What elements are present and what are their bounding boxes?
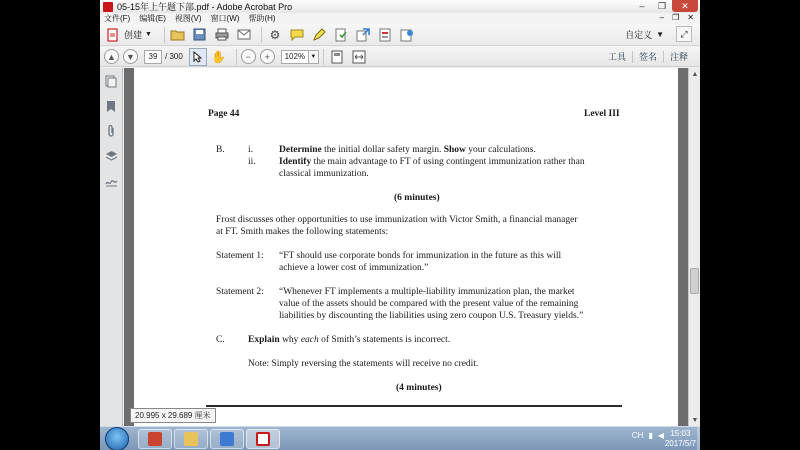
taskbar-explorer[interactable] (174, 429, 208, 449)
fit-width-icon[interactable] (350, 48, 368, 66)
navigation-toolbar (100, 47, 700, 67)
form-icon[interactable] (376, 26, 394, 44)
restore-button[interactable]: ❐ (657, 0, 667, 11)
page-header-right: Level III (584, 109, 620, 119)
hand-tool-icon[interactable]: ✋ (211, 49, 227, 64)
network-icon[interactable]: ▮ (648, 431, 653, 440)
previous-page-icon[interactable]: ▲ (104, 49, 119, 64)
scrollbar-thumb[interactable] (690, 268, 699, 294)
statement-2-label: Statement 2: (216, 287, 264, 297)
export-icon[interactable] (354, 26, 372, 44)
scroll-up-icon[interactable]: ▲ (691, 70, 699, 78)
statement-1-label: Statement 1: (216, 251, 264, 261)
start-button[interactable] (105, 427, 129, 450)
statement-2-line-1: “Whenever FT implements a multiple-liability immunization plan, the market (279, 287, 575, 297)
doc-minimize-button[interactable]: – (659, 13, 665, 22)
intro-line-1: Frost discusses other opportunities to use immunization with Victor Smith, a financial manager (216, 215, 578, 225)
chevron-down-icon[interactable]: ▼ (309, 50, 319, 64)
menu-file[interactable]: 文件(F) (104, 14, 131, 23)
sign-link[interactable]: 签名 (638, 52, 657, 62)
page-total: / 300 (165, 52, 183, 61)
create-icon (104, 26, 122, 44)
next-page-icon[interactable]: ▼ (123, 49, 138, 64)
question-b-i-text: Determine the initial dollar safety margin. Show your calculations. (279, 145, 536, 155)
media-icon (220, 432, 234, 446)
taskbar (100, 426, 700, 450)
chevron-down-icon: ▼ (145, 31, 152, 38)
email-icon[interactable] (235, 26, 253, 44)
menu-view[interactable]: 视图(V) (174, 14, 202, 23)
page-divider-line (206, 405, 622, 407)
taskbar-media[interactable] (210, 429, 244, 449)
menu-bar (100, 13, 700, 24)
taskbar-acrobat[interactable] (246, 429, 280, 449)
expand-toolbar-icon[interactable]: ⤢ (676, 26, 692, 42)
zoom-level-input[interactable]: 102% (281, 50, 309, 64)
statement-1-line-1: “FT should use corporate bonds for immunization in the future as this will (279, 251, 562, 261)
task-pane-links (602, 50, 694, 63)
main-toolbar (100, 24, 700, 46)
bookmarks-icon[interactable] (104, 99, 118, 113)
close-button[interactable]: ✕ (672, 0, 698, 12)
page-thumbnails-icon[interactable] (104, 74, 118, 88)
question-c-text: Explain why each of Smith’s statements is incorrect. (248, 335, 451, 345)
clock-time: 15:03 (670, 429, 691, 438)
scroll-down-icon[interactable]: ▼ (691, 416, 699, 424)
taskbar-powerpoint[interactable] (138, 429, 172, 449)
system-tray (627, 431, 664, 440)
window-title: 05-15年上午题下部.pdf - Adobe Acrobat Pro (117, 2, 293, 12)
zoom-in-icon[interactable]: + (260, 49, 275, 64)
volume-icon[interactable]: ◀ (657, 431, 664, 440)
tools-link[interactable]: 工具 (607, 52, 626, 62)
create-label: 创建 (124, 30, 143, 40)
statement-2-line-2: value of the assets should be compared with the present value of the remaining (279, 299, 579, 309)
toolbar-divider (323, 49, 324, 65)
question-c-note: Note: Simply reversing the statements will receive no credit. (248, 359, 479, 369)
folder-icon (184, 432, 198, 446)
system-clock[interactable] (665, 429, 696, 449)
print-icon[interactable] (213, 26, 231, 44)
comment-link[interactable]: 注释 (669, 52, 688, 62)
customize-dropdown[interactable] (625, 28, 664, 41)
page-number-input[interactable]: 39 (144, 50, 162, 64)
create-button[interactable] (104, 26, 152, 44)
select-cursor-icon[interactable] (189, 48, 207, 66)
toolbar-divider (236, 49, 237, 65)
question-b-label: B. (216, 145, 225, 155)
language-indicator[interactable]: CH (631, 431, 644, 440)
statement-1-line-2: achieve a lower cost of immunization.” (279, 263, 429, 273)
pdf-page (134, 68, 678, 426)
question-b-ii-text: Identify the main advantage to FT of using contingent immunization rather than (279, 157, 585, 167)
highlight-pen-icon[interactable] (310, 26, 328, 44)
question-b-minutes: (6 minutes) (394, 193, 440, 203)
acrobat-window (100, 0, 700, 450)
comment-bubble-icon[interactable] (288, 26, 306, 44)
toolbar-divider (164, 27, 165, 43)
menu-help[interactable]: 帮助(H) (248, 14, 276, 23)
page-size-label: 20.995 x 29.689 厘米 (130, 408, 216, 423)
doc-close-button[interactable]: ✕ (687, 13, 694, 22)
title-bar (100, 0, 700, 13)
open-folder-icon[interactable] (169, 26, 187, 44)
show-desktop-button[interactable] (697, 427, 700, 450)
question-b-ii-number: ii. (248, 157, 256, 167)
document-viewer[interactable] (124, 68, 688, 426)
menu-edit[interactable]: 编辑(E) (139, 14, 166, 23)
question-c-minutes: (4 minutes) (396, 383, 442, 393)
acrobat-icon (256, 432, 270, 446)
intro-line-2: at FT. Smith makes the following statements: (216, 227, 389, 237)
page-header-left: Page 44 (208, 109, 240, 119)
question-b-ii-text-cont: classical immunization. (279, 169, 369, 179)
chevron-down-icon: ▼ (656, 30, 664, 39)
fit-page-icon[interactable] (328, 48, 346, 66)
document-window-controls (656, 13, 698, 22)
customize-label: 自定义 (625, 30, 653, 40)
settings-gear-icon[interactable]: ⚙ (269, 27, 281, 42)
layers-icon[interactable] (104, 149, 118, 163)
question-c-label: C. (216, 335, 225, 345)
toolbar-divider (261, 27, 262, 43)
statement-2-line-3: liabilities by discounting the liabilities using zero coupon U.S. Treasury yields.” (279, 311, 584, 321)
powerpoint-icon (148, 432, 162, 446)
clock-date: 2017/5/7 (664, 439, 696, 448)
question-b-i-number: i. (248, 145, 254, 155)
attachments-paperclip-icon[interactable] (104, 124, 118, 138)
share-icon[interactable] (398, 26, 416, 44)
vertical-scrollbar[interactable] (688, 68, 700, 426)
doc-restore-button[interactable]: ❐ (672, 13, 680, 22)
stamp-icon[interactable] (332, 26, 350, 44)
save-icon[interactable] (191, 26, 209, 44)
menu-window[interactable]: 窗口(W) (210, 14, 240, 23)
window-controls (632, 0, 698, 13)
minimize-button[interactable]: – (639, 1, 645, 11)
signatures-icon[interactable] (104, 174, 118, 188)
zoom-out-icon[interactable]: − (241, 49, 256, 64)
acrobat-app-icon (103, 2, 113, 12)
navigation-pane (100, 68, 123, 426)
